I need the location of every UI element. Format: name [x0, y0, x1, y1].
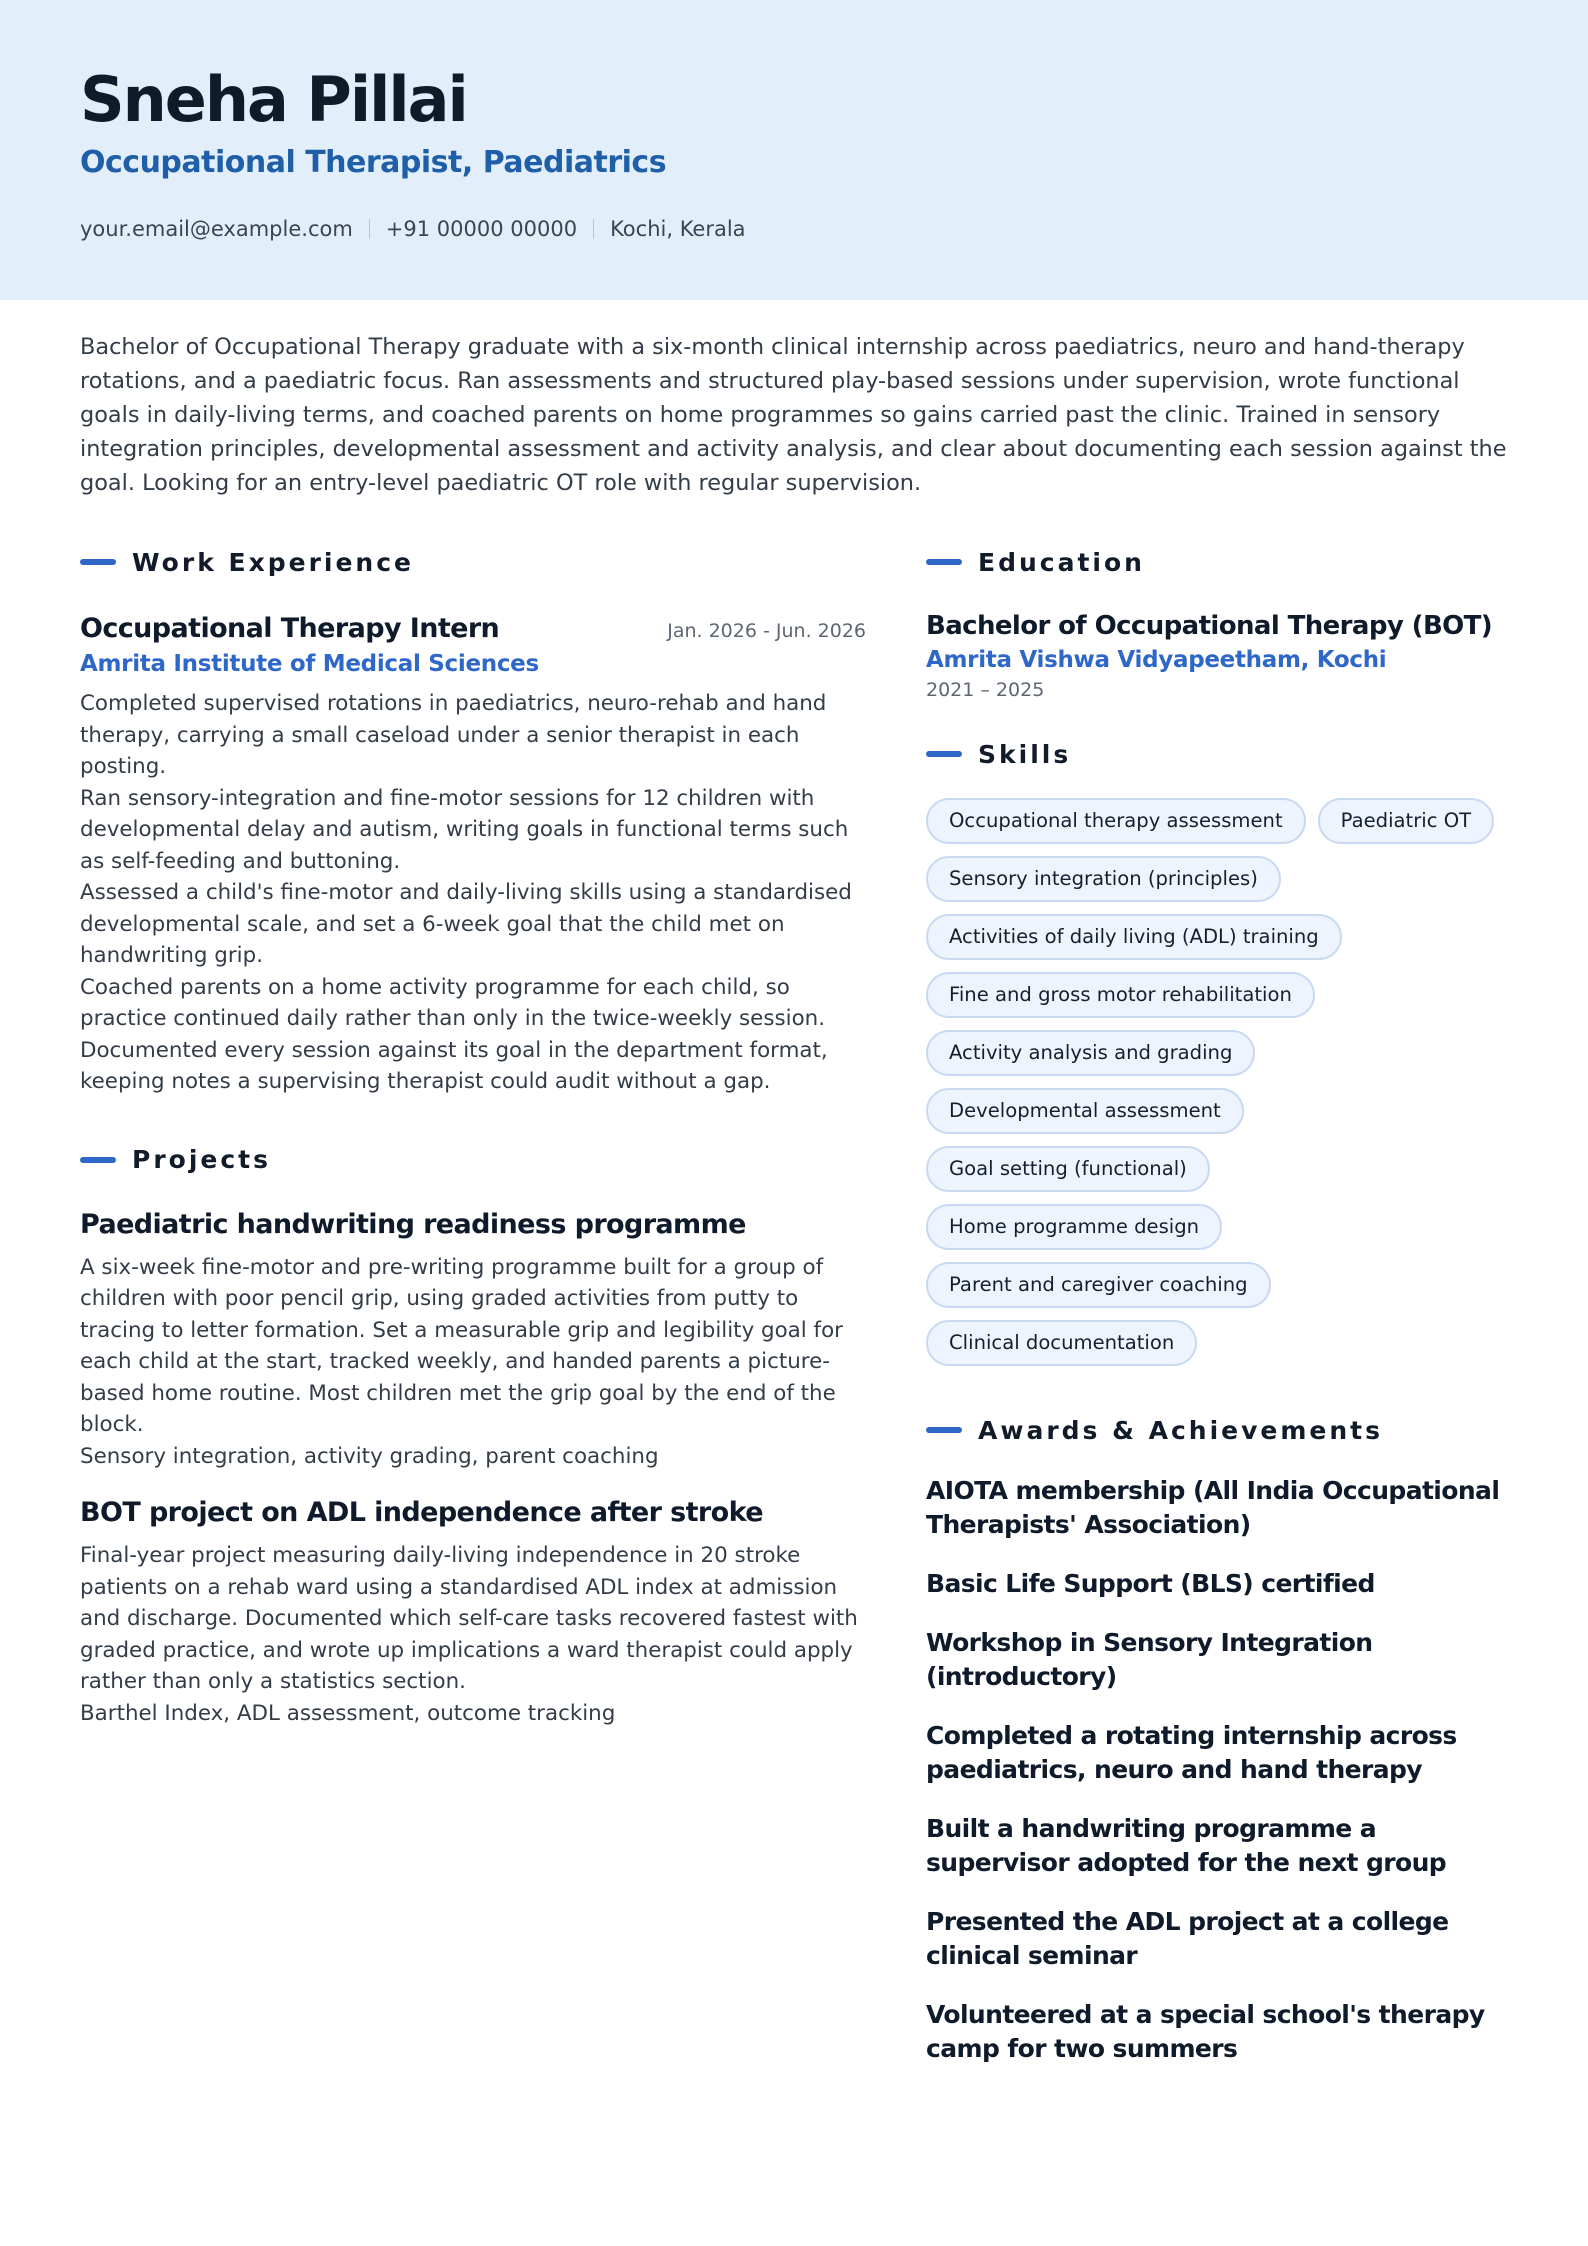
section-heading-label: Awards & Achievements — [978, 1415, 1384, 1445]
award-item: Volunteered at a special school's therapy camp for two summers — [926, 2000, 1485, 2063]
job-entry — [80, 610, 866, 1098]
award-item: AIOTA membership (All India Occupational Therapists' Association) — [926, 1476, 1500, 1539]
project-entry — [80, 1206, 866, 1473]
skill-chip: Fine and gross motor rehabilitation — [926, 972, 1315, 1018]
section-heading-label: Projects — [132, 1145, 272, 1174]
heading-accent-bar — [926, 559, 962, 565]
skill-chip: Clinical documentation — [926, 1320, 1197, 1366]
section-heading-work — [80, 540, 866, 584]
section-heading-label: Skills — [978, 739, 1072, 769]
section-heading-label: Work Experience — [132, 547, 414, 577]
heading-accent-bar — [80, 1157, 116, 1163]
project-entry — [80, 1494, 866, 1729]
job-header — [80, 610, 866, 648]
skill-chip: Sensory integration (principles) — [926, 856, 1281, 902]
candidate-name: Sneha Pillai — [80, 63, 467, 136]
skill-chip: Parent and caregiver coaching — [926, 1262, 1271, 1308]
skill-chip: Activities of daily living (ADL) training — [926, 914, 1342, 960]
contact-location: Kochi, Kerala — [610, 217, 746, 241]
project-title: Paediatric handwriting readiness programme — [80, 1208, 746, 1240]
left-column — [80, 540, 866, 1729]
skill-chip: Goal setting (functional) — [926, 1146, 1210, 1192]
skills-list — [926, 798, 1516, 1366]
skill-chip: Activity analysis and grading — [926, 1030, 1255, 1076]
profile-summary: Bachelor of Occupational Therapy graduate with a six-month clinical internship across paediatrics, neuro and hand-therapy rotations, and a paediatric focus. Ran assessments and structured play-based sessions under supervision, wrote functional goals in daily-living terms, and coached parents on home programmes so gains carried past the clinic. Trained in sensory integration principles, developmental assessment and activity analysis, and clear about documenting each session against the goal. Looking for an entry-level paediatric OT role with regular supervision. — [80, 334, 1507, 496]
job-bullet: Coached parents on a home activity programme for each child, so practice continued daily rather than only in the twice-weekly session. — [80, 974, 826, 1031]
contact-separator — [369, 219, 370, 239]
contact-line — [80, 214, 746, 244]
job-dates: Jan. 2026 - Jun. 2026 — [667, 620, 866, 642]
candidate-role: Occupational Therapist, Paediatrics — [80, 145, 667, 180]
education-years: 2021 – 2025 — [926, 679, 1045, 701]
job-bullet: Assessed a child's fine-motor and daily-living skills using a standardised developmental scale, and set a 6-week goal that the child met on handwriting grip. — [80, 880, 852, 968]
section-heading-skills — [926, 732, 1516, 776]
skill-chip: Home programme design — [926, 1204, 1222, 1250]
skill-chip: Developmental assessment — [926, 1088, 1244, 1134]
award-item: Built a handwriting programme a supervisor adopted for the next group — [926, 1814, 1447, 1877]
section-heading-projects — [80, 1138, 866, 1182]
awards-list — [926, 1474, 1516, 2066]
award-item: Completed a rotating internship across paediatrics, neuro and hand therapy — [926, 1721, 1457, 1784]
job-organization: Amrita Institute of Medical Sciences — [80, 651, 539, 677]
contact-email[interactable]: your.email@example.com — [80, 217, 353, 241]
section-heading-education — [926, 540, 1516, 584]
job-bullet: Ran sensory-integration and fine-motor sessions for 12 children with developmental delay and autism, writing goals in functional terms such as self-feeding and buttoning. — [80, 785, 849, 874]
resume-header — [0, 0, 1588, 300]
project-description: Final-year project measuring daily-living independence in 20 stroke patients on a rehab ward using a standardised ADL index at admission and discharge. Documented which self-care tasks recovered fastest with graded practice, and wrote up implications a ward therapist could apply rather than only a statistics section. — [80, 1543, 858, 1694]
heading-accent-bar — [926, 1427, 962, 1433]
project-description: A six-week fine-motor and pre-writing programme built for a group of children with poor pencil grip, using graded activities from putty to tracing to letter formation. Set a measurable grip and legibility goal for each child at the start, tracked weekly, and handed parents a picture-based home routine. Most children met the grip goal by the end of the block. — [80, 1254, 843, 1437]
job-title: Occupational Therapy Intern — [80, 613, 500, 644]
skill-chip: Paediatric OT — [1318, 798, 1494, 844]
award-item: Workshop in Sensory Integration (introductory) — [926, 1628, 1373, 1691]
contact-phone[interactable]: +91 00000 00000 — [385, 217, 578, 241]
job-bullets — [80, 688, 866, 1098]
section-heading-awards — [926, 1408, 1516, 1452]
project-tags: Sensory integration, activity grading, parent coaching — [80, 1443, 659, 1469]
skill-chip: Occupational therapy assessment — [926, 798, 1306, 844]
project-title: BOT project on ADL independence after stroke — [80, 1497, 763, 1528]
contact-separator — [593, 219, 594, 239]
job-bullet: Documented every session against its goal in the department format, keeping notes a supervising therapist could audit without a gap. — [80, 1037, 828, 1094]
award-item: Presented the ADL project at a college clinical seminar — [926, 1907, 1449, 1970]
right-column — [926, 540, 1516, 2091]
section-heading-label: Education — [978, 547, 1145, 577]
education-school: Amrita Vishwa Vidyapeetham, Kochi — [926, 647, 1387, 673]
project-tags: Barthel Index, ADL assessment, outcome tracking — [80, 1700, 616, 1726]
education-degree: Bachelor of Occupational Therapy (BOT) — [926, 611, 1493, 641]
award-item: Basic Life Support (BLS) certified — [926, 1569, 1375, 1598]
job-bullet: Completed supervised rotations in paediatrics, neuro-rehab and hand therapy, carrying a small caseload under a senior therapist in each posting. — [80, 691, 827, 779]
heading-accent-bar — [926, 751, 962, 757]
heading-accent-bar — [80, 559, 116, 565]
